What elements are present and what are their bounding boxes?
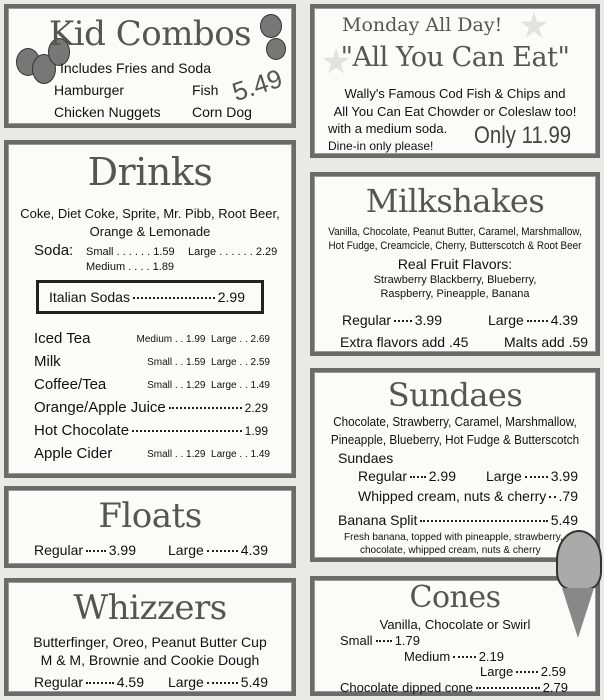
milkshakes-section [310, 172, 600, 356]
price: 2.59 [540, 664, 566, 679]
item-name: Banana Split [338, 512, 418, 528]
size: Regular [34, 674, 84, 690]
combo-price: 5.49 [228, 62, 286, 108]
special-price: Only 11.99 [474, 122, 572, 149]
dine-in-note: Dine-in only please! [328, 139, 434, 153]
drink-price: 1.99 [244, 424, 268, 438]
ice-cream-cone-icon [556, 530, 602, 590]
price: 2.59 [250, 357, 270, 368]
size: Large [480, 664, 514, 679]
fruit-flavors: Raspberry, Pineapple, Banana [380, 288, 530, 300]
price: 1.79 [394, 633, 420, 648]
drink-row [34, 399, 268, 416]
shake-flavors: Hot Fudge, Creamcicle, Cherry, Butterscotch & Root Beer [328, 240, 582, 252]
section-title: Floats [98, 496, 202, 536]
size: Large [211, 380, 237, 391]
special-description: All You Can Eat Chowder or Coleslaw too! [333, 104, 577, 119]
price: 2.79 [542, 680, 568, 695]
size: Small [340, 633, 373, 648]
drink-name: Orange/Apple Juice [34, 399, 166, 416]
combo-item: Corn Dog [192, 104, 252, 120]
section-title: "All You Can Eat" [340, 42, 570, 73]
size: Medium [86, 261, 126, 273]
price: 1.29 [186, 449, 206, 460]
size: Medium [136, 334, 173, 345]
monday-special-section [310, 4, 600, 158]
price: 1.99 [186, 334, 206, 345]
drink-row [34, 422, 268, 439]
special-description: Wally's Famous Cod Fish & Chips and [344, 86, 566, 101]
size: Regular [358, 468, 408, 484]
monday-heading: Monday All Day! [342, 14, 503, 36]
section-title: Drinks [87, 150, 213, 194]
price: 4.39 [240, 542, 268, 558]
price: 2.29 [255, 246, 278, 258]
size: Small [86, 246, 114, 258]
whizzers-section [4, 578, 296, 696]
drink-name: Hot Chocolate [34, 422, 130, 439]
shake-flavors: Vanilla, Chocolate, Peanut Butter, Caramel, Marshmallow, [328, 226, 582, 238]
size: Small [147, 449, 173, 460]
item-name: Chocolate dipped cone [340, 680, 473, 695]
price: 2.19 [478, 649, 504, 664]
price: 1.89 [152, 261, 175, 273]
drink-name: Milk [34, 353, 61, 370]
italian-sodas-box [36, 280, 264, 314]
price: 1.29 [186, 380, 206, 391]
soda-large: Large . . . . . . 2.29 [188, 246, 278, 258]
soda-flavors: Orange & Lemonade [89, 224, 211, 239]
extra-flavors: Extra flavors add .45 [340, 334, 469, 350]
sundaes-subheading: Sundaes [338, 450, 394, 466]
price: 1.59 [186, 357, 206, 368]
drink-sizes: Small . . 1.29 Large . . 1.49 [147, 449, 270, 460]
section-title: Kid Combos [48, 14, 252, 54]
soda-label: Soda: [34, 242, 74, 259]
price: 5.49 [240, 674, 268, 690]
cones-section [310, 576, 600, 696]
drink-name: Iced Tea [34, 330, 91, 347]
price: 1.49 [250, 449, 270, 460]
size: Large [168, 674, 204, 690]
floats-section [4, 486, 296, 568]
split-description: chocolate, whipped cream, nuts & cherry [360, 545, 541, 556]
drink-name: Coffee/Tea [34, 376, 107, 393]
price: 3.99 [414, 312, 442, 328]
price: 1.59 [153, 246, 175, 258]
size: Small [147, 380, 173, 391]
soda-flavors: Coke, Diet Coke, Sprite, Mr. Pibb, Root Beer, [20, 206, 280, 221]
section-title: Sundaes [387, 376, 523, 414]
drink-price: 2.29 [244, 401, 268, 415]
fruit-title: Real Fruit Flavors: [397, 256, 513, 272]
size: Large [211, 334, 237, 345]
size: Regular [342, 312, 392, 328]
price: 5.49 [550, 512, 578, 528]
whizzer-flavors: Butterfinger, Oreo, Peanut Butter Cup [33, 634, 267, 650]
drink-name: Apple Cider [34, 445, 113, 462]
subtitle: Includes Fries and Soda [60, 60, 211, 76]
drink-sizes: Medium . . 1.99 Large . . 2.69 [136, 334, 270, 345]
sundae-flavors: Pineapple, Blueberry, Hot Fudge & Butterscotch [330, 432, 580, 447]
price: 2.99 [428, 468, 456, 484]
whizzer-flavors: M & M, Brownie and Cookie Dough [40, 652, 260, 668]
soda-medium: Medium . . . . 1.89 [86, 261, 175, 273]
price: 1.49 [250, 380, 270, 391]
drink-sizes: Small . . 1.29 Large . . 1.49 [147, 380, 270, 391]
size: Small [147, 357, 173, 368]
size: Large [488, 312, 524, 328]
size: Large [211, 357, 237, 368]
section-title: Whizzers [73, 588, 227, 628]
star-icon [520, 12, 548, 40]
price: 3.99 [108, 542, 136, 558]
topping: Whipped cream, nuts & cherry [358, 488, 547, 504]
section-title: Cones [409, 580, 501, 615]
section-title: Milkshakes [365, 182, 545, 220]
size: Regular [34, 542, 84, 558]
cone-flavors: Vanilla, Chocolate or Swirl [379, 617, 531, 632]
ice-cream-cone-icon [562, 588, 594, 638]
split-description: Fresh banana, topped with pineapple, strawberry, [344, 532, 563, 543]
drinks-section [4, 140, 296, 478]
size: Large [486, 468, 522, 484]
price: 4.39 [550, 312, 578, 328]
item-name: Italian Sodas [49, 289, 130, 305]
drink-sizes: Small . . 1.59 Large . . 2.59 [147, 357, 270, 368]
soda-small: Small . . . . . . 1.59 [86, 246, 175, 258]
price: 3.99 [550, 468, 578, 484]
size: Large [188, 246, 217, 258]
kid-combos-section [4, 4, 296, 128]
combo-item: Chicken Nuggets [54, 104, 161, 120]
combo-item: Fish [192, 82, 219, 98]
combo-item: Hamburger [54, 82, 125, 98]
size: Large [211, 449, 237, 460]
size: Medium [404, 649, 451, 664]
item-price: 2.99 [217, 289, 245, 305]
price: .79 [558, 488, 578, 504]
malts: Malts add .59 [504, 334, 589, 350]
special-description: with a medium soda. [328, 121, 448, 136]
fruit-flavors: Strawberry Blackberry, Blueberry, [373, 274, 537, 286]
sundae-flavors: Chocolate, Strawberry, Caramel, Marshmallow, [333, 414, 577, 429]
size: Large [168, 542, 204, 558]
sundaes-section [310, 368, 600, 562]
price: 2.69 [250, 334, 270, 345]
price: 4.59 [116, 674, 144, 690]
